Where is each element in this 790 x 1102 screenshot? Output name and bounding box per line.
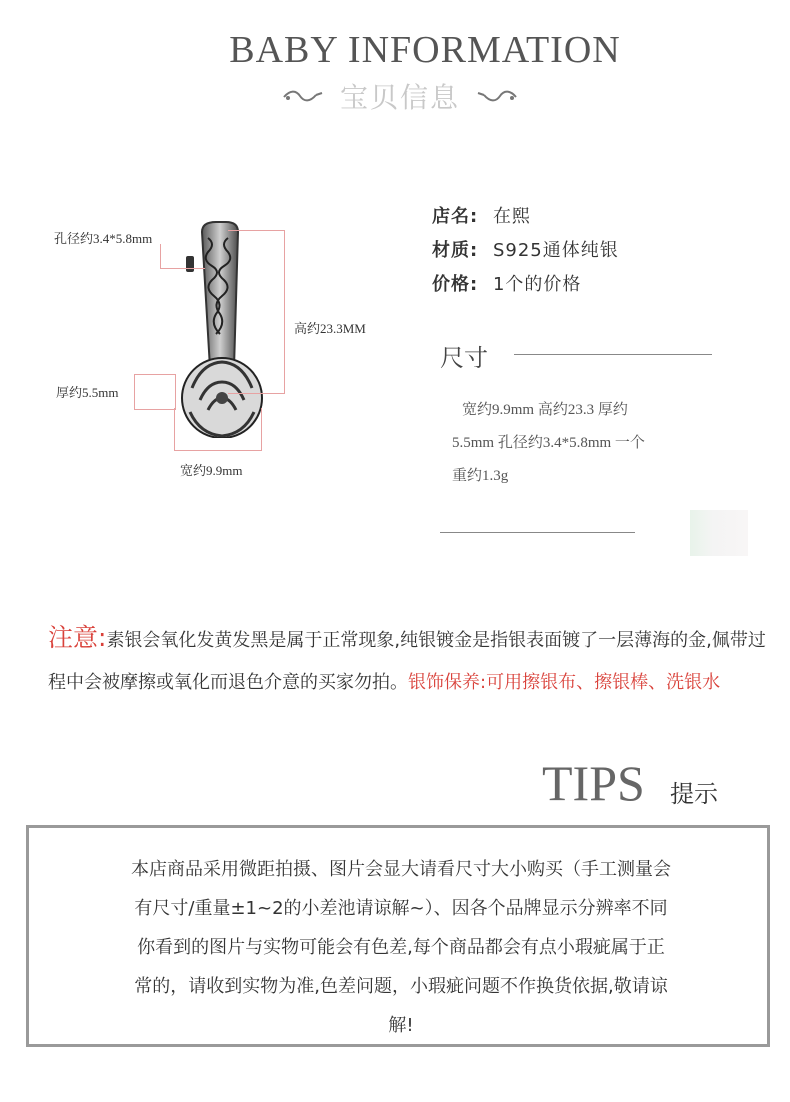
flourish-right-icon — [476, 88, 518, 104]
price-row — [432, 270, 581, 296]
store-row — [432, 202, 531, 228]
notice-body: 素银会氧化发黄发黑是属于正常现象,纯银镀金是指银表面镀了一层薄海的金,佩带过程中会被摩擦或氧化而退色介意的买家勿拍。 — [48, 630, 766, 693]
notice-label: 注意: — [48, 623, 107, 652]
page-title: BABY INFORMATION — [229, 29, 621, 71]
size-line: 宽约9.9mm 高约23.3 厚约 — [462, 402, 628, 418]
tips-box — [26, 825, 770, 1047]
size-bottom-divider — [440, 532, 635, 533]
guide-height — [228, 230, 285, 394]
guide-thickness — [134, 374, 176, 410]
tips-line: 常的，请收到实物为准,色差问题，小瑕疵问题不作换货依据,敬请谅 — [134, 976, 668, 997]
height-dimension-label: 高约23.3MM — [294, 321, 366, 336]
material-value: S925通体纯银 — [492, 240, 619, 261]
width-dimension-label: 宽约9.9mm — [180, 463, 243, 478]
material-key: 材质: — [432, 240, 479, 261]
notice-paragraph — [48, 617, 766, 704]
store-value: 在熙 — [492, 206, 531, 227]
color-swatch — [690, 510, 748, 556]
subtitle-row — [0, 74, 790, 118]
tips-title-cn: 提示 — [670, 780, 718, 808]
price-value: 1个的价格 — [492, 274, 582, 295]
subtitle-cn: 宝贝信息 — [339, 81, 460, 114]
tips-line: 有尺寸/重量±1~2的小差池请谅解~）、因各个品牌显示分辨率不同 — [134, 898, 668, 919]
size-title: 尺寸 — [440, 344, 488, 372]
size-description — [452, 394, 732, 493]
guide-hole — [160, 244, 205, 269]
guide-width — [174, 408, 262, 451]
thickness-dimension-label: 厚约5.5mm — [56, 385, 119, 400]
hole-dimension-label: 孔径约3.4*5.8mm — [54, 231, 153, 246]
size-line: 重约1.3g — [452, 468, 509, 484]
tips-line: 本店商品采用微距拍摄、图片会显大请看尺寸大小购买（手工测量会 — [131, 859, 671, 880]
tips-text — [29, 850, 773, 1045]
price-key: 价格: — [432, 274, 479, 295]
care-instructions: 银饰保养:可用擦银布、擦银棒、洗银水 — [408, 672, 721, 693]
flourish-left-icon — [282, 88, 324, 104]
size-divider — [514, 354, 712, 355]
tips-title: TIPS — [542, 755, 645, 811]
tips-line: 你看到的图片与实物可能会有色差,每个商品都会有点小瑕疵属于正 — [137, 937, 665, 958]
material-row — [432, 236, 619, 262]
store-key: 店名: — [432, 206, 479, 227]
tips-line: 解! — [388, 1015, 414, 1036]
size-line: 5.5mm 孔径约3.4*5.8mm 一个 — [452, 435, 645, 451]
